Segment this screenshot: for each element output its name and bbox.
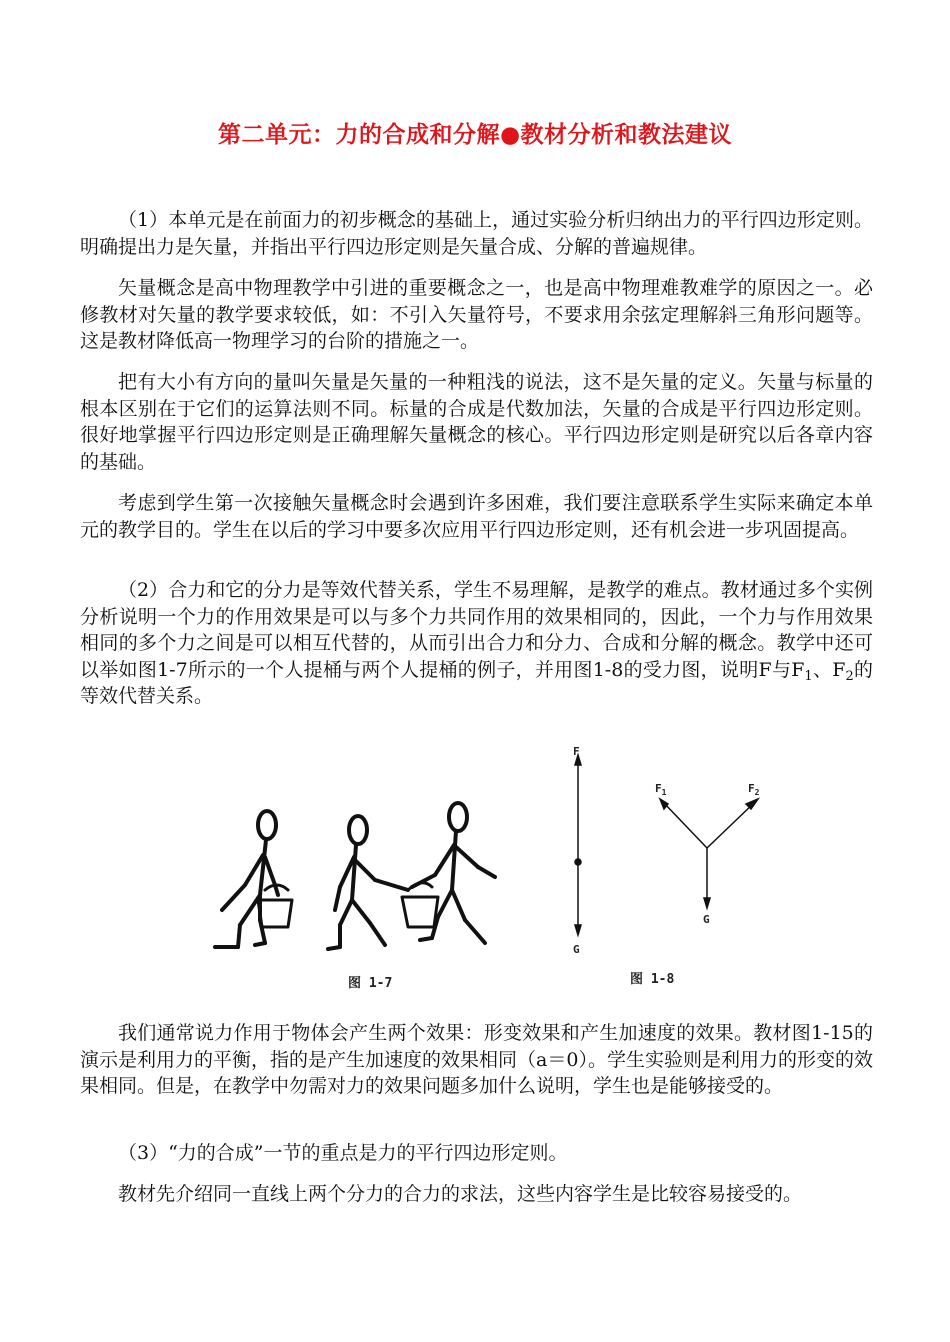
paragraph-3: 把有大小有方向的量叫矢量是矢量的一种粗浅的说法，这不是矢量的定义。矢量与标量的根本区别在于它们的运算法则不同。标量的合成是代数加法，矢量的合成是平行四边形定则。很好地掌握平行四边形定则是正确理解矢量概念的核心。平行四边形定则是研究以后各章内容的基础。 bbox=[80, 371, 873, 473]
paragraph-5-mid: 、F bbox=[812, 658, 846, 681]
paragraph-2: 矢量概念是高中物理教学中引进的重要概念之一，也是高中物理难教难学的原因之一。必修教材对矢量的教学要求较低，如：不引入矢量符号，不要求用余弦定理解斜三角形问题等。这是教材降低高一物理学习的台阶的措施之一。 bbox=[80, 277, 873, 352]
subscript-1: 1 bbox=[804, 668, 813, 684]
label-G-left: G bbox=[573, 943, 580, 956]
figure-1-7-caption: 图 1-7 bbox=[348, 976, 393, 991]
subscript-2: 2 bbox=[845, 668, 854, 684]
label-F2: $F_2$ bbox=[748, 782, 760, 797]
paragraph-6: 我们通常说力作用于物体会产生两个效果：形变效果和产生加速度的效果。教材图1-15的演示是利用力的平衡，指的是产生加速度的效果相同（a＝0）。学生实验则是利用力的形变的效果相同。但是，在教学中勿需对力的效果问题多加什么说明，学生也是能够接受的。 bbox=[80, 1022, 873, 1097]
figure-1-8-drawing bbox=[560, 745, 780, 965]
paragraph-5 bbox=[80, 577, 873, 710]
paragraph-7: （3）“力的合成”一节的重点是力的平行四边形定则。 bbox=[118, 1142, 568, 1164]
paragraph-1: （1）本单元是在前面力的初步概念的基础上，通过实验分析归纳出力的平行四边形定则。明确提出力是矢量，并指出平行四边形定则是矢量合成、分解的普遍规律。 bbox=[80, 209, 873, 258]
paragraph-4: 考虑到学生第一次接触矢量概念时会遇到许多困难，我们要注意联系学生实际来确定本单元的教学目的。学生在以后的学习中要多次应用平行四边形定则，还有机会进一步巩固提高。 bbox=[80, 492, 873, 541]
label-F: F bbox=[573, 745, 580, 758]
page-title: 第二单元：力的合成和分解●教材分析和教法建议 bbox=[217, 121, 733, 148]
paragraph-8: 教材先介绍同一直线上两个分力的合力的求法，这些内容学生是比较容易接受的。 bbox=[118, 1183, 803, 1205]
figure-1-8-caption: 图 1-8 bbox=[630, 972, 675, 987]
figure-1-7-drawing bbox=[200, 795, 520, 965]
label-G-right: G bbox=[703, 913, 710, 926]
paragraph-5-text: （2）合力和它的分力是等效代替关系，学生不易理解，是教学的难点。教材通过多个实例分析说明一个力的作用效果是可以与多个力共同作用的效果相同的，因此，一个力与作用效果相同的多个力之间是可以相互代替的，从而引出合力和分力、合成和分解的概念。教学中还可以举如图1-7所示的一个人提桶与两个人提桶的例子，并用图1-8的受力图，说明F与F bbox=[80, 579, 873, 681]
label-F1: $F_1$ bbox=[655, 782, 667, 797]
paragraph-5-end: 的等效代替关系。 bbox=[80, 658, 873, 707]
